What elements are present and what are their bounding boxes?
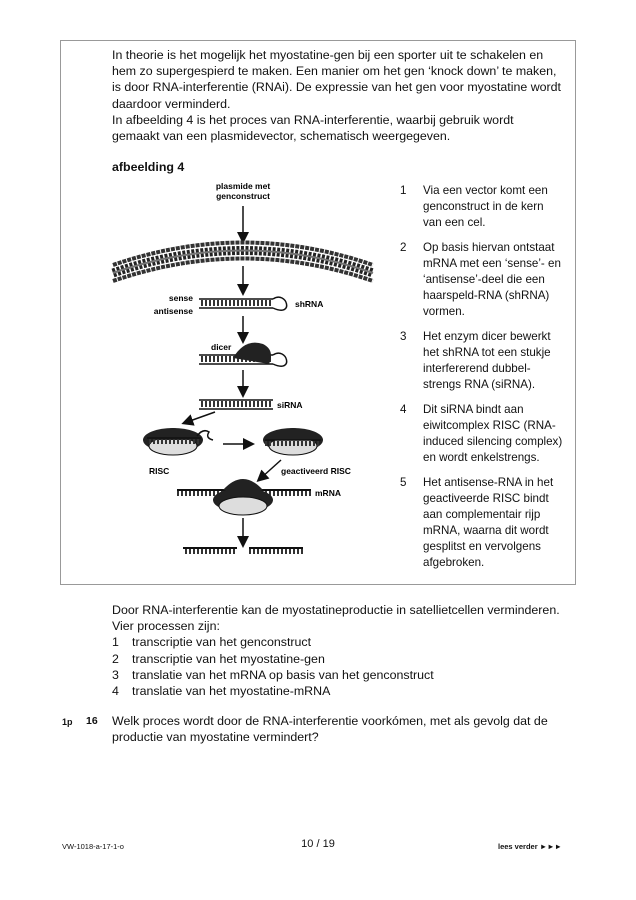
label-shrna: shRNA bbox=[295, 299, 324, 309]
below-paragraph-1: Door RNA-interferentie kan de myostatineproductie in satellietcellen verminderen. bbox=[112, 603, 560, 617]
intro-text bbox=[112, 47, 562, 144]
risc-complex bbox=[143, 428, 213, 455]
step-item: 1 Via een vector komt een genconstruct in de kern van een cel. bbox=[400, 184, 548, 229]
label-sense: sense bbox=[168, 293, 193, 303]
step-item: 5 Het antisense-RNA in het geactiveerde RISC bindt aan complementair rijp mRNA, waarna dit wordt gesplitst en vervolgens afgebroken. bbox=[400, 476, 554, 569]
label-plasmid-line2: genconstruct bbox=[216, 191, 270, 201]
sirna-duplex bbox=[199, 400, 273, 409]
label-plasmid-line1: plasmide met bbox=[215, 181, 271, 191]
cleaved-mrna bbox=[183, 548, 303, 554]
rnai-diagram bbox=[105, 178, 395, 563]
label-mrna: mRNA bbox=[315, 488, 341, 498]
process-item: 1 transcriptie van het genconstruct bbox=[112, 635, 312, 650]
footer-page-number: 10 / 19 bbox=[301, 838, 335, 850]
shrna-hairpin bbox=[199, 297, 287, 310]
label-dicer: dicer bbox=[211, 342, 232, 352]
step-item: 2 Op basis hiervan ontstaat mRNA met een ‘sense’- en ‘antisense’-deel die een haarspeld-RNA (shRNA) vormen. bbox=[400, 241, 561, 318]
below-paragraph-2: Vier processen zijn: bbox=[112, 619, 220, 634]
label-sirna: siRNA bbox=[277, 400, 303, 410]
arrow-to-mrna-binding bbox=[261, 460, 281, 478]
footer-exam-code: VW-1018-a-17-1-o bbox=[62, 842, 124, 851]
step-item: 3 Het enzym dicer bewerkt het shRNA tot een stukje interfererend dubbel-strengs RNA (siRNA). bbox=[400, 330, 551, 391]
question-number: 16 bbox=[86, 715, 98, 727]
process-item: 2 transcriptie van het myostatine-gen bbox=[112, 651, 325, 666]
label-risc: RISC bbox=[149, 466, 170, 476]
process-item: 3 translatie van het mRNA op basis van het genconstruct bbox=[112, 667, 434, 682]
arrow-to-risc bbox=[187, 412, 215, 422]
intro-paragraph-1: In theorie is het mogelijk het myostatine-gen bij een sporter uit te schakelen en hem zo supergespierd te maken. Een manier om het gen ‘knock down’ te maken, is door RNA-interferentie (RNAi). De expressie van het gen voor myostatine wordt daardoor verminderd. bbox=[112, 48, 562, 111]
figure-steps bbox=[400, 183, 565, 580]
risc-on-mrna bbox=[177, 479, 311, 515]
below-text bbox=[112, 602, 572, 699]
intro-paragraph-2: In afbeelding 4 is het proces van RNA-interferentie, waarbij gebruik wordt gemaakt van een plasmidevector, schematisch weergegeven. bbox=[112, 112, 514, 144]
label-activated-risc: geactiveerd RISC bbox=[281, 466, 351, 476]
process-item: 4 translatie van het myostatine-mRNA bbox=[112, 684, 331, 699]
activated-risc-complex bbox=[263, 428, 323, 455]
question-text: Welk proces wordt door de RNA-interferentie voorkómen, met als gevolg dat de productie van myostatine vermindert? bbox=[112, 714, 548, 745]
process-list bbox=[112, 634, 572, 699]
step-item: 4 Dit siRNA bindt aan eiwitcomplex RISC (RNA-induced silencing complex) en wordt enkelstrengs. bbox=[400, 403, 563, 464]
label-antisense: antisense bbox=[153, 306, 193, 316]
footer-next-page: lees verder ►►► bbox=[498, 842, 562, 851]
question-points: 1p bbox=[62, 717, 73, 727]
figure-title: afbeelding 4 bbox=[112, 160, 185, 174]
